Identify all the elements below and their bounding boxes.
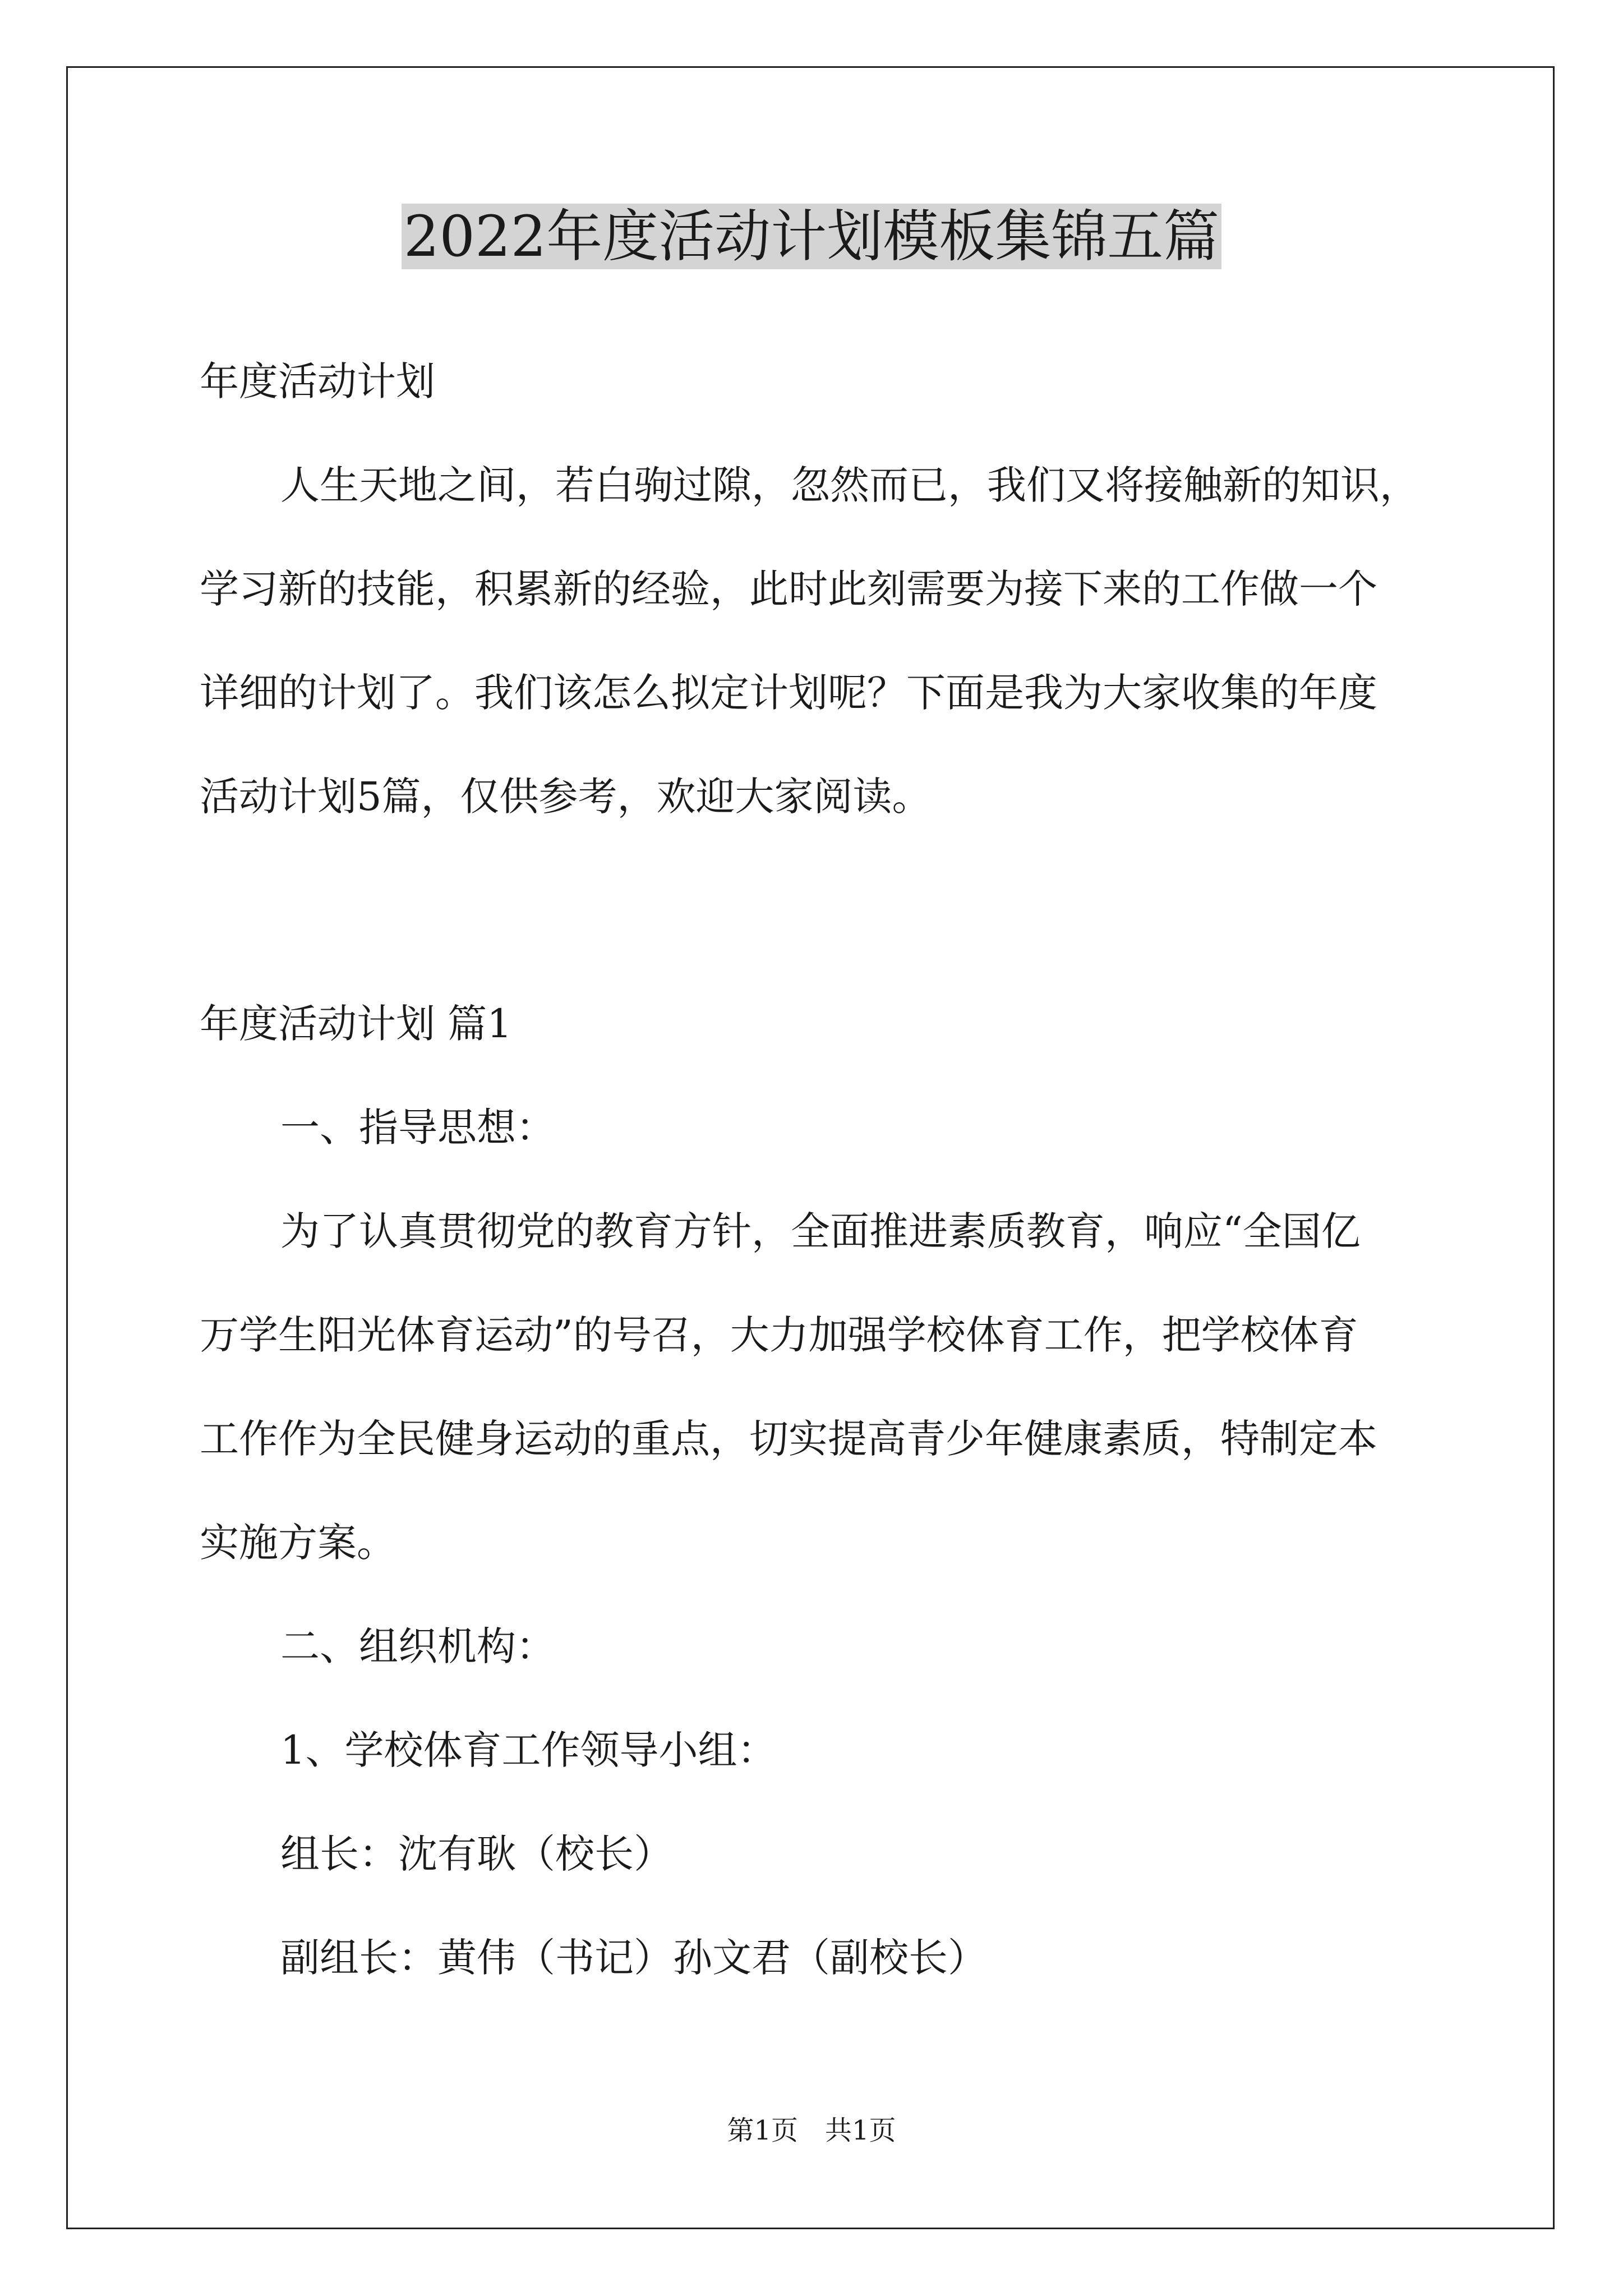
- para1-line-4: 实施方案。: [200, 1520, 396, 1566]
- item-leading-group: 1、学校体育工作领导小组：: [280, 1727, 777, 1773]
- heading-organization: 二、组织机构：: [280, 1623, 555, 1669]
- para1-line-3: 工作作为全民健身运动的重点，切实提高青少年健康素质，特制定本: [200, 1416, 1377, 1462]
- section-label: 年度活动计划: [200, 358, 435, 404]
- intro-line-2: 学习新的技能，积累新的经验，此时此刻需要为接下来的工作做一个: [200, 566, 1377, 612]
- deputy-leader-line: 副组长：黄伟（书记）孙文君（副校长）: [280, 1935, 987, 1981]
- document-title-wrap: [0, 197, 1623, 276]
- part1-heading: 年度活动计划 篇1: [200, 1001, 512, 1047]
- heading-guiding-ideology: 一、指导思想：: [280, 1105, 555, 1151]
- leader-line: 组长：沈有耿（校长）: [280, 1831, 673, 1877]
- page-footer: 第1页 共1页: [727, 2115, 896, 2146]
- intro-line-3: 详细的计划了。我们该怎么拟定计划呢？下面是我为大家收集的年度: [200, 670, 1377, 716]
- intro-line-4: 活动计划5篇，仅供参考，欢迎大家阅读。: [200, 774, 932, 820]
- para1-line-1: 为了认真贯彻党的教育方针，全面推进素质教育，响应“全国亿: [280, 1208, 1361, 1254]
- intro-line-1: 人生天地之间，若白驹过隙，忽然而已，我们又将接触新的知识，: [280, 462, 1419, 508]
- para1-line-2: 万学生阳光体育运动”的号召，大力加强学校体育工作，把学校体育: [200, 1312, 1358, 1358]
- document-title: 2022年度活动计划模板集锦五篇: [402, 204, 1222, 269]
